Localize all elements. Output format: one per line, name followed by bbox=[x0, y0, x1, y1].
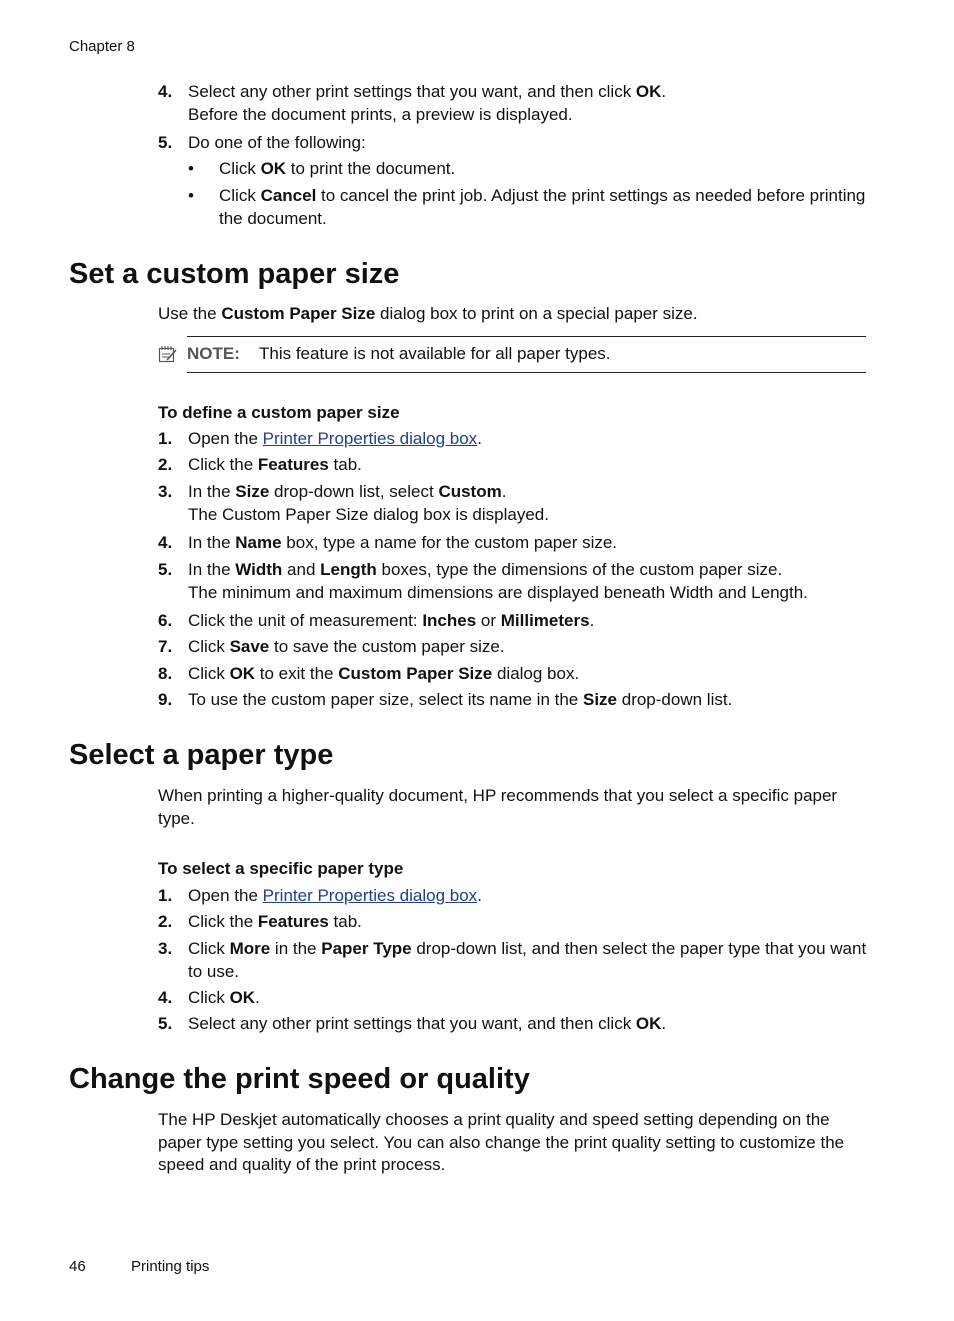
step-number: 4. bbox=[158, 82, 173, 101]
step-number: 5. bbox=[158, 133, 173, 152]
list-item: 8. Click OK to exit the Custom Paper Size dialog box. bbox=[158, 663, 870, 686]
list-item: 1. Open the Printer Properties dialog box. bbox=[158, 885, 870, 908]
step-number: 8. bbox=[158, 664, 173, 683]
step-number: 6. bbox=[158, 611, 173, 630]
step-number: 2. bbox=[158, 455, 173, 474]
step-number: 2. bbox=[158, 912, 173, 931]
note-label: NOTE: bbox=[187, 344, 240, 363]
list-item: 4. Select any other print settings that you want, and then click OK. Before the document prints, a preview is displayed. bbox=[158, 82, 667, 124]
list-item: 3. Click More in the Paper Type drop-down list, and then select the paper type that you want to use. bbox=[158, 939, 867, 981]
list-item: 2. Click the Features tab. bbox=[158, 454, 870, 477]
bullet-icon: • bbox=[188, 186, 194, 205]
bullet-item: • Click OK to print the document. bbox=[188, 158, 870, 181]
list-item: 9. To use the custom paper size, select its name in the Size drop-down list. bbox=[158, 689, 870, 712]
step-number: 4. bbox=[158, 988, 173, 1007]
step-number: 5. bbox=[158, 1014, 173, 1033]
step-result: The minimum and maximum dimensions are displayed beneath Width and Length. bbox=[188, 582, 808, 602]
list-item: 4. In the Name box, type a name for the custom paper size. bbox=[158, 532, 870, 555]
note-text: This feature is not available for all paper types. bbox=[259, 344, 611, 363]
section-intro: Use the Custom Paper Size dialog box to print on a special paper size. bbox=[158, 304, 698, 323]
list-item: 5. Select any other print settings that you want, and then click OK. bbox=[158, 1013, 870, 1036]
step-number: 3. bbox=[158, 482, 173, 501]
procedure-title: To define a custom paper size bbox=[158, 403, 400, 422]
list-item: 5. In the Width and Length boxes, type the dimensions of the custom paper size. The minimum and maximum dimensions are displayed beneath Width and Length. bbox=[158, 560, 808, 602]
note-icon bbox=[158, 345, 178, 363]
step-number: 1. bbox=[158, 886, 173, 905]
list-item: 4. Click OK. bbox=[158, 987, 870, 1010]
note-top-rule bbox=[187, 336, 866, 337]
printer-properties-link[interactable]: Printer Properties dialog box bbox=[262, 429, 478, 448]
footer-section-title: Printing tips bbox=[131, 1258, 210, 1275]
running-head: Chapter 8 bbox=[69, 38, 135, 55]
list-item: 1. Open the Printer Properties dialog box. bbox=[158, 428, 870, 451]
section-intro: When printing a higher-quality document, HP recommends that you select a specific paper type. bbox=[158, 786, 838, 828]
page-number: 46 bbox=[69, 1258, 86, 1275]
section-heading: Change the print speed or quality bbox=[69, 1063, 530, 1095]
step-number: 3. bbox=[158, 939, 173, 958]
list-item: 5. Do one of the following: bbox=[158, 132, 870, 155]
step-number: 5. bbox=[158, 560, 173, 579]
list-item: 2. Click the Features tab. bbox=[158, 911, 870, 934]
step-number: 4. bbox=[158, 533, 173, 552]
step-number: 1. bbox=[158, 429, 173, 448]
section-heading: Set a custom paper size bbox=[69, 258, 400, 290]
list-item: 7. Click Save to save the custom paper size. bbox=[158, 636, 870, 659]
list-item: 6. Click the unit of measurement: Inches or Millimeters. bbox=[158, 610, 870, 633]
step-result: The Custom Paper Size dialog box is displayed. bbox=[188, 504, 549, 524]
list-item: 3. In the Size drop-down list, select Custom. The Custom Paper Size dialog box is displayed. bbox=[158, 482, 549, 524]
note-bottom-rule bbox=[187, 372, 866, 373]
procedure-title: To select a specific paper type bbox=[158, 859, 404, 878]
step-number: 7. bbox=[158, 637, 173, 656]
bullet-icon: • bbox=[188, 159, 194, 178]
printer-properties-link[interactable]: Printer Properties dialog box bbox=[262, 886, 478, 905]
step-number: 9. bbox=[158, 690, 173, 709]
section-intro: The HP Deskjet automatically chooses a print quality and speed setting depending on the paper type setting you select. You can also change the print quality setting to customize the speed and quality of the print process. bbox=[158, 1110, 845, 1174]
step-result: Before the document prints, a preview is displayed. bbox=[188, 104, 573, 124]
bullet-item: • Click Cancel to cancel the print job. Adjust the print settings as needed before printing the document. bbox=[188, 186, 866, 228]
section-heading: Select a paper type bbox=[69, 739, 334, 771]
